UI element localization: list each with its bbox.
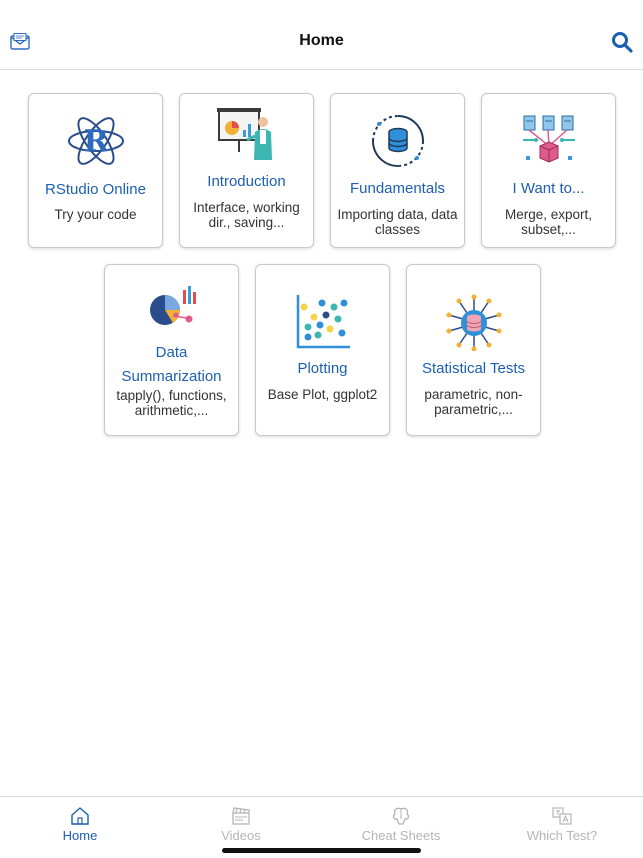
scatter-plot-icon — [256, 289, 389, 355]
card-i-want-to[interactable] — [481, 93, 616, 248]
card-plotting[interactable] — [255, 264, 390, 436]
tab-label: Home — [62, 828, 98, 843]
rstudio-logo-icon — [29, 108, 162, 174]
card-subtitle: Base Plot, ggplot2 — [267, 387, 378, 402]
card-title: Introduction — [207, 173, 286, 190]
database-network-icon — [407, 289, 540, 355]
search-icon[interactable] — [611, 31, 633, 53]
presentation-icon — [180, 102, 313, 168]
card-introduction[interactable] — [179, 93, 314, 248]
card-title: I Want to... — [512, 180, 585, 197]
card-rstudio-online[interactable] — [28, 93, 163, 248]
data-merge-icon — [482, 108, 615, 174]
card-data-summarization[interactable] — [104, 264, 239, 436]
card-statistical-tests[interactable] — [406, 264, 541, 436]
page-title: Home — [299, 32, 344, 49]
svg-text:R: R — [83, 124, 108, 159]
card-subtitle: Importing data, data classes — [337, 207, 458, 237]
card-subtitle: parametric, non-parametric,... — [424, 387, 523, 417]
tab-label: Cheat Sheets — [361, 828, 441, 843]
card-title: Data Summarization — [121, 344, 222, 385]
tab-label: Videos — [221, 828, 261, 843]
card-subtitle: Try your code — [54, 207, 137, 222]
database-cycle-icon — [331, 108, 464, 174]
home-indicator — [222, 848, 421, 853]
card-subtitle: Merge, export, subset,... — [504, 207, 593, 237]
card-subtitle: tapply(), functions, arithmetic,... — [116, 388, 227, 418]
top-bar — [0, 0, 643, 70]
translate-icon — [552, 806, 572, 826]
pie-chart-icon — [105, 275, 238, 341]
card-title: Fundamentals — [349, 180, 446, 197]
tab-home[interactable] — [0, 797, 160, 858]
brain-icon — [391, 806, 411, 826]
tab-which-test[interactable] — [482, 797, 642, 858]
card-title: Plotting — [297, 360, 348, 377]
clapperboard-icon — [231, 806, 251, 826]
card-title: RStudio Online — [45, 181, 146, 198]
card-fundamentals[interactable] — [330, 93, 465, 248]
card-title: Statistical Tests — [421, 360, 526, 377]
tab-label: Which Test? — [526, 828, 598, 843]
card-subtitle: Interface, working dir., saving... — [193, 200, 300, 230]
home-icon — [70, 806, 90, 826]
